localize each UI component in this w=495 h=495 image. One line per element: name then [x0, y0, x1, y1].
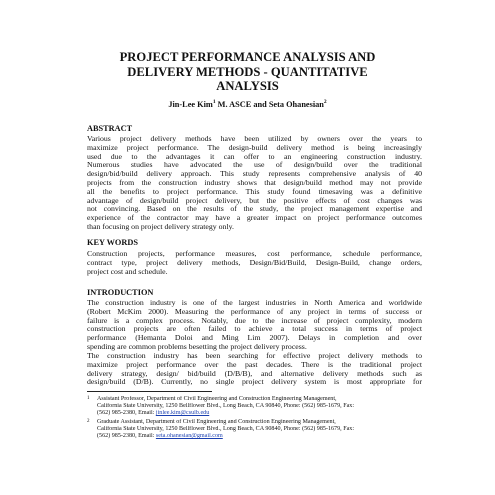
introduction-line: delivery strategy, design/ bid/build (D/B/B), and alternative delivery methods such as — [87, 369, 422, 378]
introduction-line: The construction industry has been searching for effective project delivery methods to — [87, 352, 422, 360]
paper-title — [60, 50, 435, 94]
footnote-2 — [87, 419, 422, 441]
abstract-line: Numerous studies have advocated the use of design/build over the traditional — [87, 161, 422, 170]
abstract-line: projects from the construction industry shows that design/build method may not provide — [87, 178, 422, 187]
footnote-line: (562) 985-2380, Email: — [97, 433, 156, 440]
keywords-line: Construction projects, performance measures, cost performance, schedule performance, — [87, 250, 422, 258]
title-line-3: ANALYSIS — [216, 79, 279, 93]
introduction-line: maximize project performance over the past decades. There is the traditional project — [87, 360, 422, 369]
abstract-line: design/bid/build delivery approach. This study represents comprehensive analysis of 40 — [87, 170, 422, 179]
footnote-line: California State University, 1250 Bellflower Blvd., Long Beach, CA 90840, Phone: (562) 985-1679, Fax: — [97, 426, 355, 433]
title-line-2: DELIVERY METHODS - QUANTITATIVE — [127, 64, 368, 79]
keywords-body — [87, 250, 422, 276]
footnote-2-mark: 2 — [87, 419, 90, 424]
introduction-line: performance (Hemanta Doloi and Ming Lim 2007). Delays in completion and over — [87, 334, 422, 343]
footnote-1-email-link[interactable]: jinlee.kim@csulb.edu — [155, 410, 210, 417]
title-line-1: PROJECT PERFORMANCE ANALYSIS AND — [119, 50, 376, 64]
abstract-line: experience of the contractor may have a greater impact on project performance outcomes — [87, 214, 422, 223]
footnote-2-email-link[interactable]: seta.ohanesian@gmail.com — [155, 433, 223, 440]
abstract-line: not convincing. Based on the results of the study, the project management expertise and — [87, 205, 422, 214]
introduction-line: (Robert McKim 2000). Measuring the performance of any project in terms of success or — [87, 307, 422, 316]
abstract-line: used due to the advantages it can offer to an engineering construction industry. — [87, 152, 422, 161]
footnote-line: (562) 985-2380, Email: — [97, 410, 156, 417]
abstract-line: all the benefits to project performance. This study found timesaving was a definitive — [87, 187, 422, 196]
abstract-line: advantage of design/build project delivery, but the positive effects of cost changes was — [87, 196, 422, 205]
author-1-footnote-mark: 1 — [212, 99, 216, 105]
footnote-line: Assistant Professor, Department of Civil Engineering and Construction Engineering Management, — [97, 396, 337, 402]
abstract-body — [87, 135, 422, 232]
introduction-line: The construction industry is one of the largest industries in North America and worldwide — [87, 299, 422, 307]
abstract-line: maximize project performance. The design-build delivery method is being increasingly — [87, 143, 422, 152]
introduction-line: construction projects are often failed to achieve a total success in terms of project — [87, 325, 422, 334]
footnote-divider — [87, 391, 212, 392]
keywords-line: project cost and schedule. — [87, 267, 168, 276]
author-line-middle: M. ASCE and Seta Ohanesian — [215, 99, 324, 109]
keywords-line: contract type, project delivery methods, Design/Bid/Build, Design-Build, change orders, — [87, 258, 422, 267]
abstract-line: than focusing on project delivery strategy only. — [87, 222, 234, 231]
author-1-name: Jin-Lee Kim — [168, 99, 213, 109]
abstract-heading: ABSTRACT — [87, 124, 133, 133]
introduction-heading: INTRODUCTION — [87, 288, 154, 297]
introduction-paragraph-2 — [87, 352, 422, 387]
introduction-line: spending are common problems besetting the project delivery process. — [87, 342, 307, 351]
author-2-footnote-mark: 2 — [323, 99, 327, 105]
footnote-1-mark: 1 — [87, 396, 90, 401]
author-line — [60, 99, 435, 109]
introduction-paragraph-1 — [87, 299, 422, 352]
keywords-heading: KEY WORDS — [87, 238, 138, 247]
introduction-line: failure is a complex process. Notably, due to the increase of project complexity, modern — [87, 316, 422, 325]
introduction-line: design/build (D/B). Currently, no single project delivery system is most appropriate for — [87, 378, 422, 387]
footnote-line: California State University, 1250 Bellflower Blvd., Long Beach, CA 90840, Phone: (562) 985-1679, Fax: — [97, 403, 355, 410]
abstract-line: Various project delivery methods have been utilized by owners over the years to — [87, 135, 422, 143]
footnote-1 — [87, 396, 422, 418]
footnote-line: Graduate Assistant, Department of Civil Engineering and Construction Engineering Management, — [97, 419, 336, 425]
